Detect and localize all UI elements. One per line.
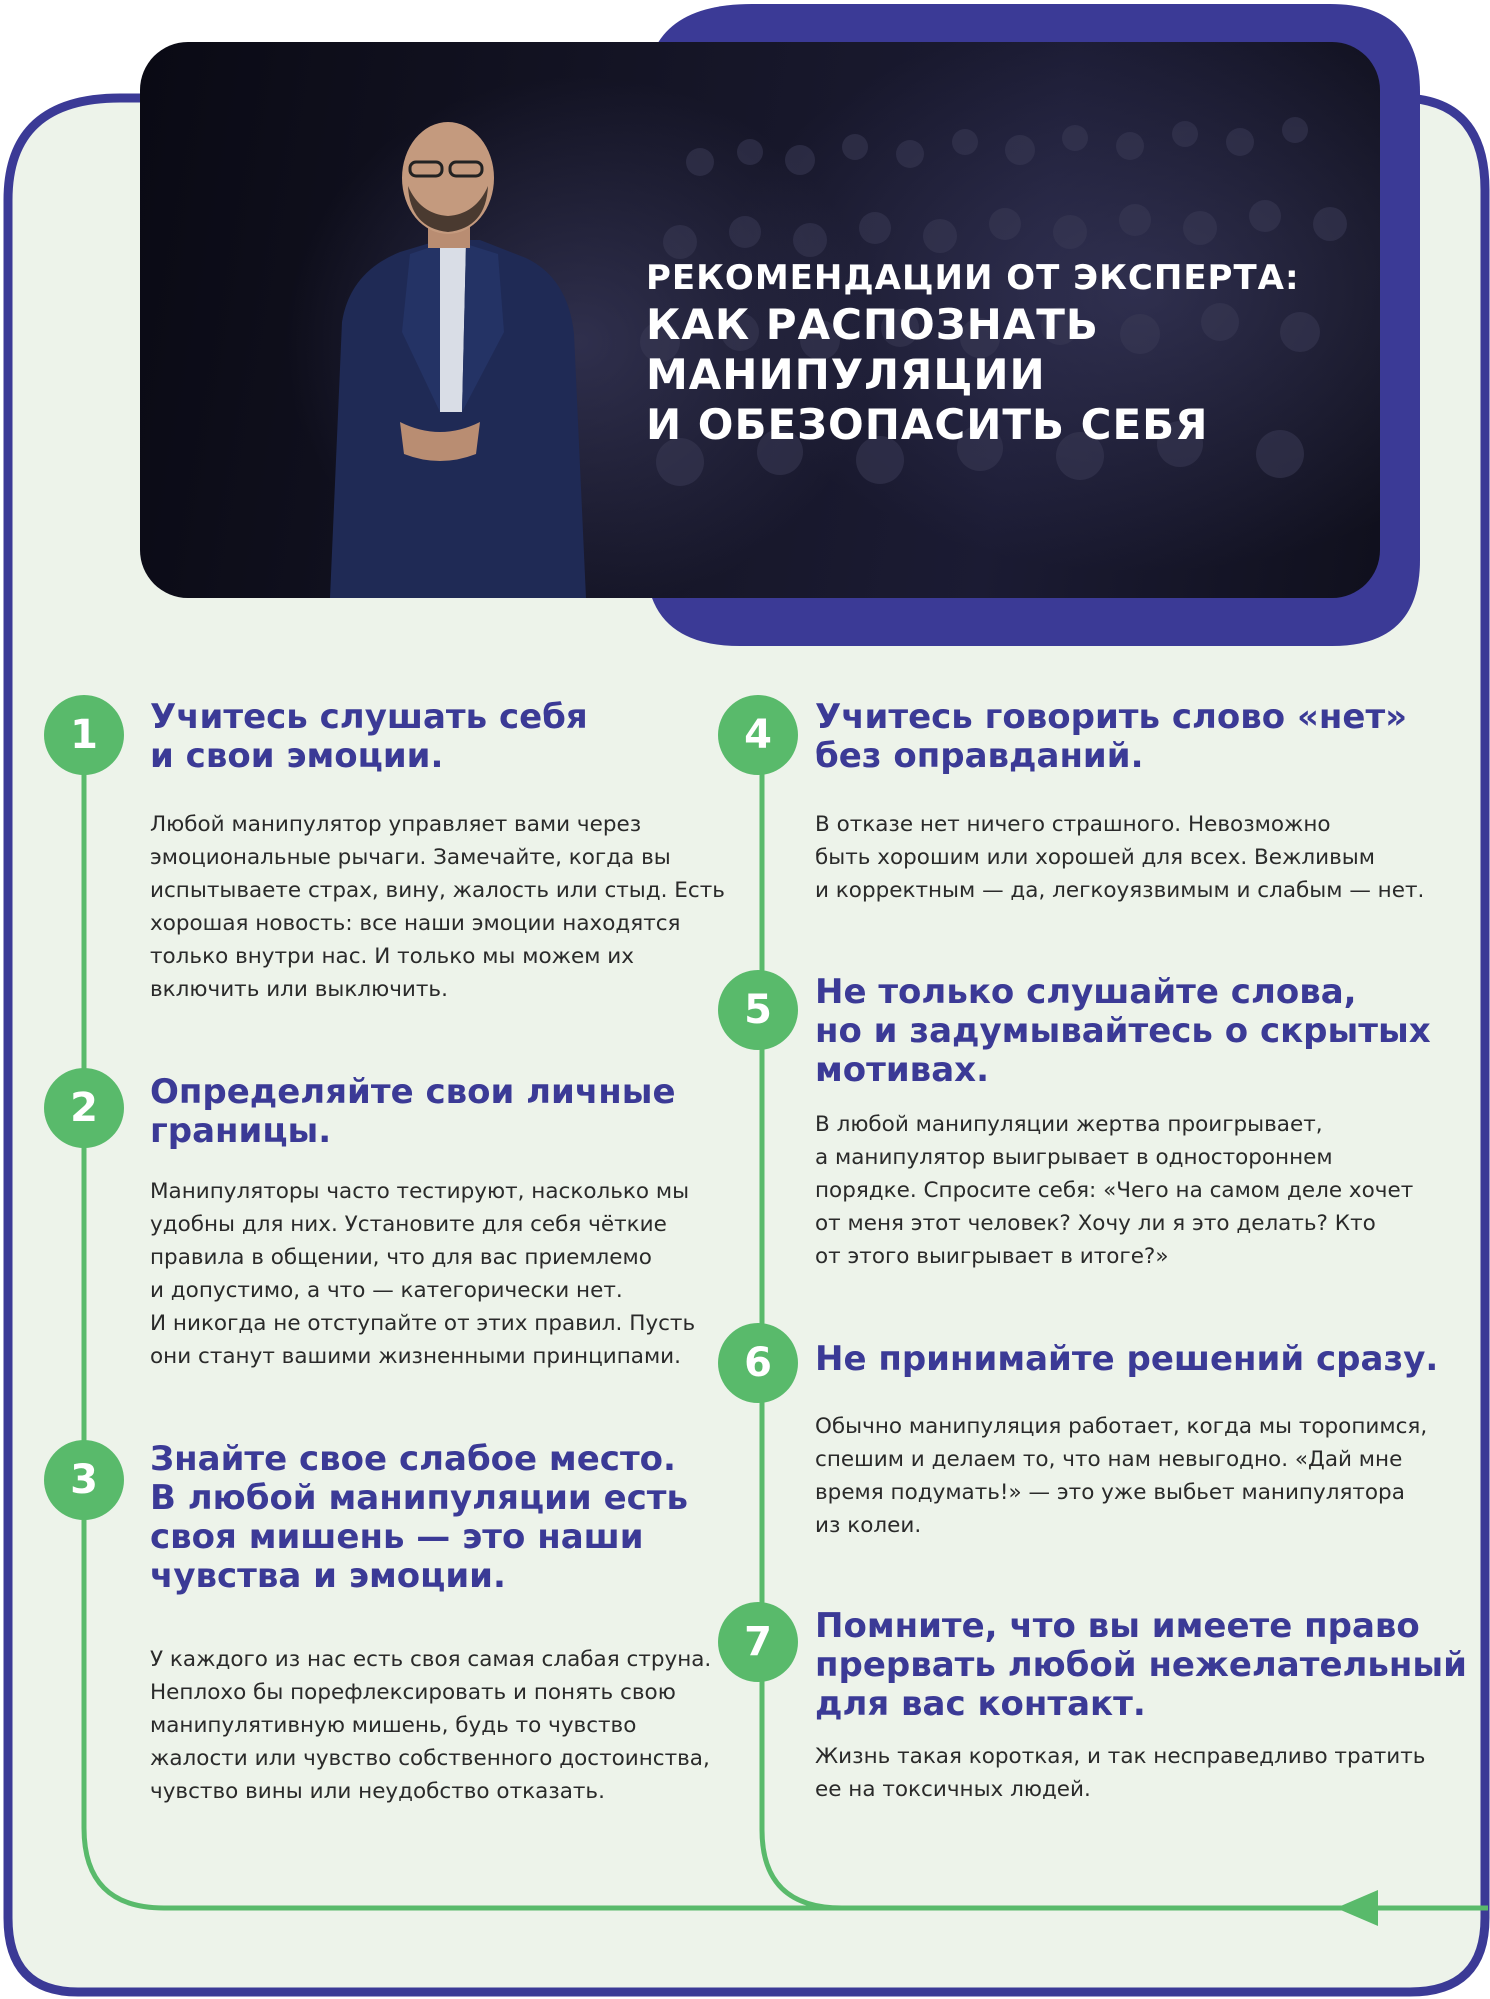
tip-body: Любой манипулятор управляет вами через эмоциональные рычаги. Замечайте, когда вы испытываете страх, вину, жалость или стыд. Есть хорошая новость: все наши эмоции находятся только внутри нас. И только мы можем их включить или выключить. [150,812,725,1002]
tip-body: В любой манипуляции жертва проигрывает, а манипулятор выигрывает в одностороннем порядке. Спросите себя: «Чего на самом деле хочет от меня этот человек? Хочу ли я это делать? Кто от этого выигрывает в итоге?» [815,1112,1414,1269]
speaker-figure [290,82,610,598]
tip-body: У каждого из нас есть своя самая слабая струна. Неплохо бы порефлексировать и понять свою манипулятивную мишень, будь то чувство жалости или чувство собственного достоинства, чувство вины или неудобство отказать. [150,1647,712,1804]
tip-body: В отказе нет ничего страшного. Невозможно быть хорошим или хорошей для всех. Вежливым и корректным — да, легкоуязвимым и слабым — нет. [815,812,1425,903]
tip-heading: Учитесь слушать себя и свои эмоции. [150,697,588,776]
title-line-4: И ОБЕЗОПАСИТЬ СЕБЯ [646,400,1209,449]
step-number-badge: 5 [718,970,798,1050]
step-number-badge: 1 [44,695,124,775]
tip-body: Манипуляторы часто тестируют, насколько мы удобны для них. Установите для себя чёткие правила в общении, что для вас приемлемо и допустимо, а что — категорически нет. И никогда не отступайте от этих правил. Пусть они станут вашими жизненными принципами. [150,1179,696,1369]
hero-photo [140,42,1380,598]
tip-body: Обычно манипуляция работает, когда мы торопимся, спешим и делаем то, что нам невыгодно. «Дай мне время подумать!» — это уже выбьет манипулятора из колеи. [815,1414,1428,1538]
tip-heading: Учитесь говорить слово «нет» без оправданий. [815,697,1408,776]
title-line-2: КАК РАСПОЗНАТЬ [646,300,1099,349]
tip-heading: Не принимайте решений сразу. [815,1339,1439,1379]
tip-heading: Помните, что вы имеете право прервать любой нежелательный для вас контакт. [815,1606,1467,1724]
page-title [646,256,1366,450]
tip-heading: Определяйте свои личные границы. [150,1072,676,1151]
step-number-badge: 2 [44,1068,124,1148]
tip-heading: Не только слушайте слова, но и задумывайтесь о скрытых мотивах. [815,972,1431,1090]
tip-body: Жизнь такая короткая, и так несправедливо тратить ее на токсичных людей. [815,1744,1426,1802]
step-number-badge: 4 [718,695,798,775]
title-line-3: МАНИПУЛЯЦИИ [646,350,1046,399]
step-number-badge: 3 [44,1440,124,1520]
tip-heading: Знайте свое слабое место. В любой манипуляции есть своя мишень — это наши чувства и эмоции. [150,1439,689,1596]
step-number-badge: 7 [718,1602,798,1682]
title-line-1: РЕКОМЕНДАЦИИ ОТ ЭКСПЕРТА: [646,258,1300,298]
step-number-badge: 6 [718,1323,798,1403]
